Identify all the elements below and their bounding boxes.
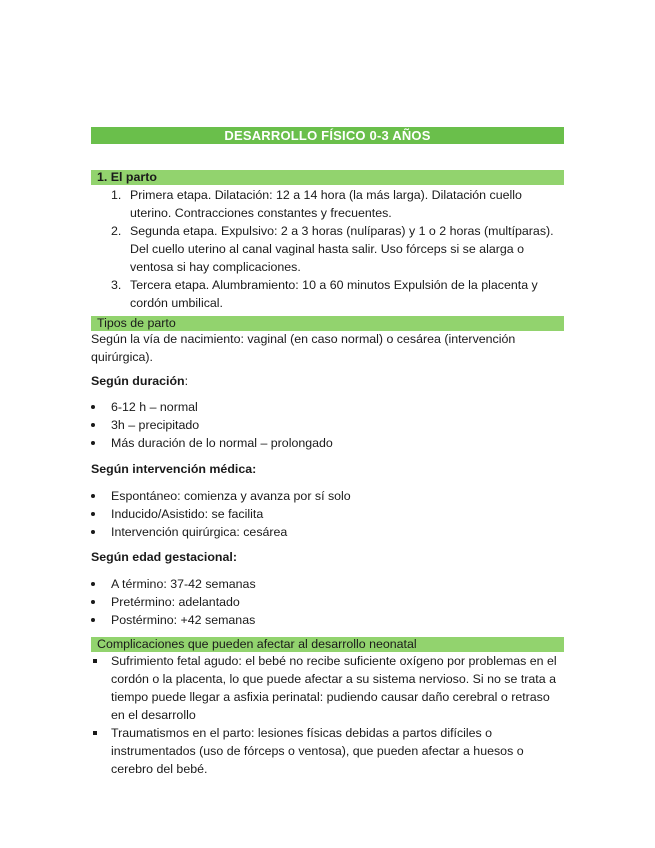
list-item: [91, 611, 566, 629]
section-heading-parto: 1. El parto: [91, 170, 564, 185]
bullet-icon: [91, 582, 95, 586]
list-item-text: Pretérmino: adelantado: [111, 595, 240, 609]
bullet-icon: [91, 441, 95, 445]
list-item-text: A término: 37-42 semanas: [111, 577, 256, 591]
list-item-text: Más duración de lo normal – prolongado: [111, 436, 333, 450]
subheading-duracion: [91, 372, 188, 390]
list-item: [91, 222, 566, 276]
list-number: 1.: [111, 188, 122, 202]
list-number: 2.: [111, 224, 122, 238]
list-item: [91, 505, 566, 523]
list-item: [91, 398, 566, 416]
list-item: [91, 593, 566, 611]
list-item-text: Intervención quirúrgica: cesárea: [111, 525, 288, 539]
bullet-icon: [91, 494, 95, 498]
subheading-intervencion: Según intervención médica:: [91, 462, 257, 476]
subheading-colon: :: [184, 374, 189, 388]
list-item-text: Postérmino: +42 semanas: [111, 613, 256, 627]
list-item: [91, 523, 566, 541]
parto-stages-list: [91, 186, 566, 312]
list-item-text: 6-12 h – normal: [111, 400, 198, 414]
list-item: [91, 416, 566, 434]
list-item: [91, 724, 566, 778]
list-item: [91, 487, 566, 505]
list-item-text: 3h – precipitado: [111, 418, 200, 432]
list-number: 3.: [111, 278, 122, 292]
document-title: DESARROLLO FÍSICO 0-3 AÑOS: [91, 127, 564, 144]
bullet-icon: [91, 618, 95, 622]
bullet-icon: [91, 530, 95, 534]
intervencion-list: [91, 487, 566, 541]
square-bullet-icon: [93, 659, 97, 663]
bullet-icon: [91, 405, 95, 409]
subheading-duracion-label: Según duración: [91, 374, 185, 388]
bullet-icon: [91, 512, 95, 516]
square-bullet-icon: [93, 731, 97, 735]
list-item-text: Tercera etapa. Alumbramiento: 10 a 60 minutos Expulsión de la placenta y cordón umbilical.: [130, 278, 538, 310]
edad-list: [91, 575, 566, 629]
tipos-intro-paragraph: Según la vía de nacimiento: vaginal (en caso normal) o cesárea (intervención quirúrgica).: [91, 332, 516, 364]
list-item: [91, 276, 566, 312]
section-heading-complicaciones: Complicaciones que pueden afectar al desarrollo neonatal: [91, 637, 564, 652]
list-item-text: Traumatismos en el parto: lesiones físicas debidas a partos difíciles o instrumentados (uso de fórceps o ventosa), que pueden afectar a huesos o cerebro del bebé.: [111, 726, 524, 776]
list-item-text: Sufrimiento fetal agudo: el bebé no recibe suficiente oxígeno por problemas en el cordón o la placenta, lo que puede afectar a su sistema nervioso. Si no se trata a tiempo puede llegar a asfixia perinatal: pudiendo causar daño cerebral o retraso en el desarrollo: [111, 654, 557, 722]
list-item: [91, 575, 566, 593]
section-heading-tipos: Tipos de parto: [91, 316, 564, 331]
list-item-text: Primera etapa. Dilatación: 12 a 14 hora (la más larga). Dilatación cuello uterino. Contracciones constantes y frecuentes.: [130, 188, 522, 220]
bullet-icon: [91, 600, 95, 604]
bullet-icon: [91, 423, 95, 427]
list-item-text: Segunda etapa. Expulsivo: 2 a 3 horas (nulíparas) y 1 o 2 horas (multíparas). Del cuello uterino al canal vaginal hasta salir. Uso fórceps si se alarga o ventosa si hay complicaciones.: [130, 224, 554, 274]
list-item-text: Inducido/Asistido: se facilita: [111, 507, 264, 521]
list-item: [91, 652, 566, 724]
complicaciones-list: [91, 652, 566, 778]
duracion-list: [91, 398, 566, 452]
list-item-text: Espontáneo: comienza y avanza por sí solo: [111, 489, 351, 503]
list-item: [91, 434, 566, 452]
list-item: [91, 186, 566, 222]
subheading-edad: Según edad gestacional:: [91, 550, 237, 564]
